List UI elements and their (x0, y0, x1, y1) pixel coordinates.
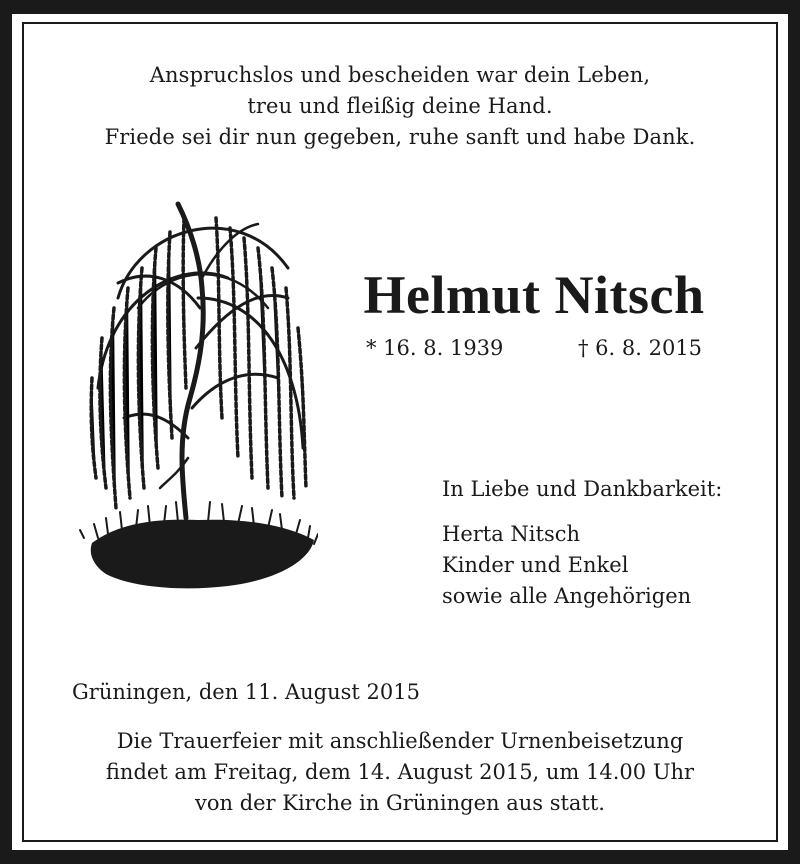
funeral-line-1: Die Trauerfeier mit anschließender Urnenbeisetzung (116, 729, 684, 753)
birth-date: * 16. 8. 1939 (366, 336, 504, 360)
deceased-name: Helmut Nitsch (363, 265, 705, 325)
funeral-info (24, 726, 776, 819)
mourner-name: sowie alle Angehörigen (442, 584, 692, 608)
place-date: Grüningen, den 11. August 2015 (72, 680, 420, 704)
weeping-willow-icon (78, 188, 318, 608)
death-date: † 6. 8. 2015 (578, 336, 703, 360)
funeral-line-2: findet am Freitag, dem 14. August 2015, um 14.00 Uhr (105, 760, 695, 784)
mourner-name: Kinder und Enkel (442, 553, 629, 577)
mourners-list (442, 519, 691, 612)
inner-border (22, 22, 778, 842)
obituary-notice (12, 14, 788, 850)
funeral-line-3: von der Kirche in Grüningen aus statt. (194, 791, 605, 815)
poem-line-1: Anspruchslos und bescheiden war dein Leben, (149, 63, 651, 87)
mourner-name: Herta Nitsch (442, 522, 581, 546)
poem (24, 60, 776, 153)
poem-line-2: treu und fleißig deine Hand. (247, 94, 553, 118)
poem-line-3: Friede sei dir nun gegeben, ruhe sanft und habe Dank. (104, 125, 696, 149)
mourners-intro: In Liebe und Dankbarkeit: (442, 477, 723, 501)
